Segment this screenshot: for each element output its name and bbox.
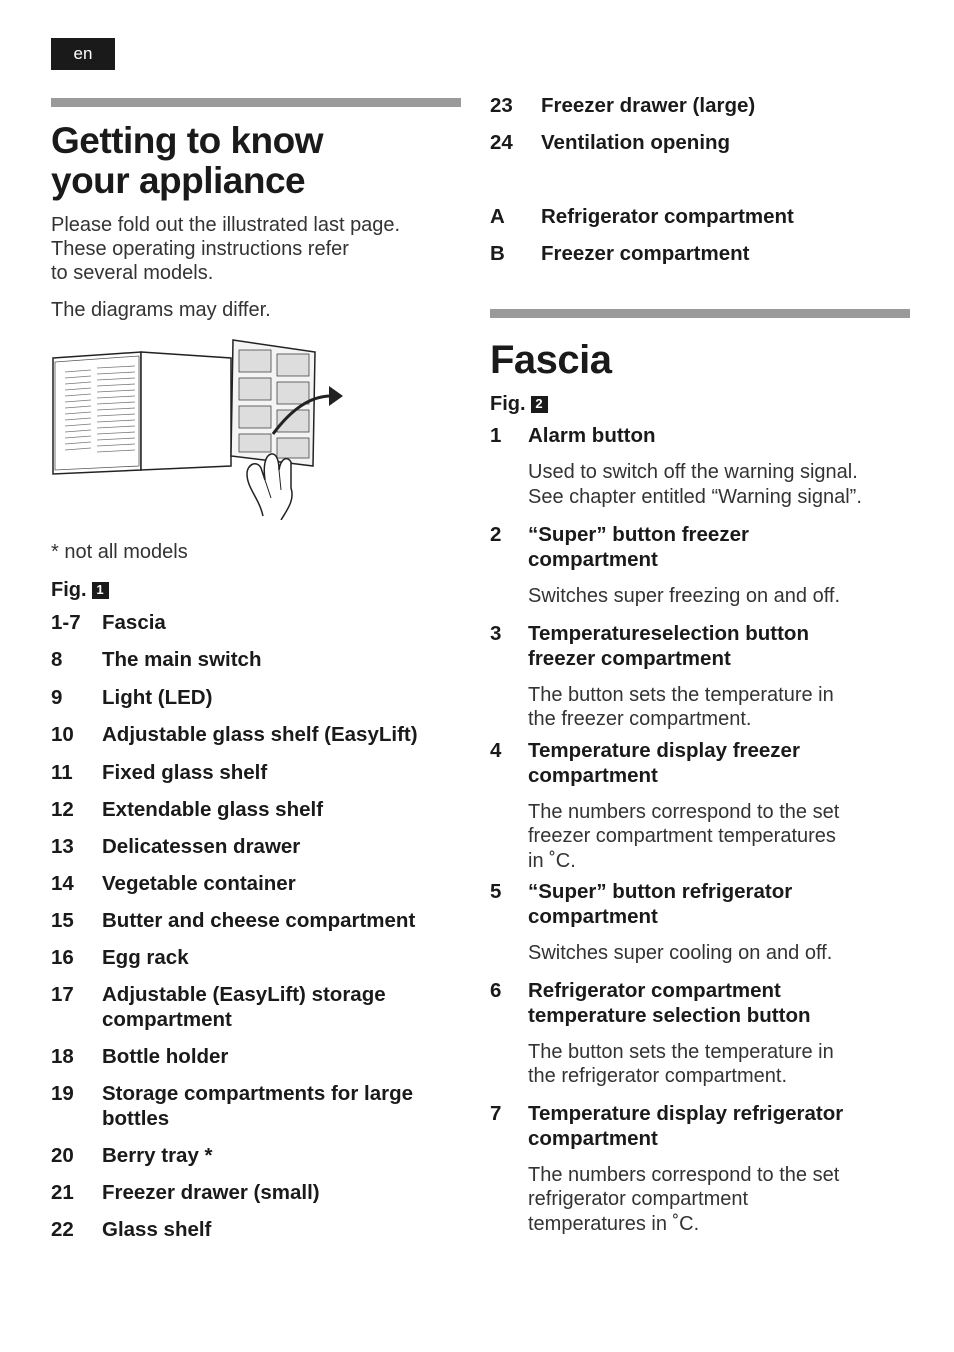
item-number: 11 [51, 761, 73, 784]
item-number: A [490, 205, 505, 228]
item-description [528, 1040, 910, 1089]
item-number: 6 [490, 978, 502, 1002]
fascia-list [490, 423, 910, 1236]
parts-list [51, 610, 461, 1242]
description-line: The numbers correspond to the set [528, 1163, 840, 1186]
item-label: Fixed glass shelf [102, 761, 268, 784]
description-line: temperatures in ˚C. [528, 1212, 700, 1235]
item-number: 2 [490, 523, 502, 546]
figure-reference [490, 392, 910, 416]
title-line: compartment [528, 1126, 658, 1150]
footnote: * not all models [51, 541, 188, 563]
item-title [490, 522, 910, 572]
description-line: The button sets the temperature in [528, 1040, 834, 1063]
title-line: Refrigerator compartment [528, 978, 781, 1002]
list-item [51, 834, 461, 859]
fig-label: Fig. [51, 579, 87, 601]
item-number: 9 [51, 686, 63, 709]
fascia-item-alarm [490, 423, 910, 509]
item-number: 23 [490, 94, 513, 117]
list-item [51, 982, 461, 1032]
item-label: Egg rack [102, 946, 189, 969]
item-number: 14 [51, 872, 74, 895]
item-number: 18 [51, 1045, 74, 1068]
item-description [528, 683, 910, 732]
list-item [51, 1180, 461, 1205]
item-label: Vegetable container [102, 872, 296, 895]
title-line: Temperature display freezer [528, 738, 800, 762]
item-number: 20 [51, 1144, 74, 1167]
list-item [490, 130, 910, 155]
item-description [528, 460, 910, 509]
list-item [490, 241, 910, 266]
fig-number-badge: 1 [92, 582, 109, 599]
description-line: Switches super cooling on and off. [528, 942, 833, 964]
item-number: 24 [490, 131, 513, 154]
list-item [51, 610, 461, 635]
intro-line: These operating instructions refer [51, 238, 349, 260]
list-item [51, 685, 461, 710]
item-number: 4 [490, 738, 502, 762]
item-label: Freezer drawer (large) [541, 94, 756, 117]
list-item [51, 1081, 461, 1131]
section-divider [490, 309, 910, 318]
intro-line: Please fold out the illustrated last page. [51, 214, 401, 236]
item-label: The main switch [102, 648, 262, 671]
list-item [51, 1044, 461, 1069]
item-label: Fascia [102, 611, 166, 634]
intro-paragraph [51, 213, 461, 285]
heading-line: your appliance [51, 160, 306, 201]
item-number: 7 [490, 1101, 502, 1125]
item-label [528, 738, 800, 788]
item-label: Adjustable glass shelf (EasyLift) [102, 723, 418, 746]
parts-list-continued [490, 93, 910, 266]
item-label: Berry tray * [102, 1144, 213, 1167]
item-label: Ventilation opening [541, 131, 731, 154]
item-label [528, 621, 809, 671]
item-number: 5 [490, 880, 502, 903]
description-line: the freezer compartment. [528, 708, 752, 730]
section-divider [51, 98, 461, 107]
item-number: 8 [51, 648, 63, 671]
item-label: Refrigerator compartment [541, 205, 794, 228]
title-line: Temperatureselection button [528, 621, 809, 645]
heading-line: Getting to know [51, 120, 324, 161]
language-tab: en [51, 38, 115, 70]
description-line: the refrigerator compartment. [528, 1065, 787, 1087]
description-line: Used to switch off the warning signal. [528, 461, 858, 483]
fascia-item-freezer-temp-display [490, 738, 910, 874]
description-line: refrigerator compartment [528, 1188, 749, 1210]
item-number: 16 [51, 946, 74, 969]
list-item [51, 1217, 461, 1242]
intro-line: to several models. [51, 262, 214, 284]
title-line: Temperature display refrigerator [528, 1101, 844, 1125]
description-line: See chapter entitled “Warning signal”. [528, 485, 862, 508]
item-label: Butter and cheese compartment [102, 909, 416, 932]
item-label: Bottle holder [102, 1045, 229, 1068]
item-label [528, 1101, 843, 1151]
section-heading-fascia: Fascia [490, 338, 612, 382]
list-item [51, 760, 461, 785]
fascia-item-refrigerator-temp-button [490, 978, 910, 1089]
fascia-item-freezer-temp-button [490, 621, 910, 732]
item-title [490, 621, 910, 671]
diagrams-note [51, 298, 461, 322]
fascia-item-super-refrigerator [490, 879, 910, 966]
fig-number-badge: 2 [531, 396, 548, 413]
item-label: Glass shelf [102, 1218, 212, 1241]
item-label [528, 522, 749, 572]
title-line: compartment [528, 905, 658, 928]
item-description [528, 800, 910, 874]
item-number: 15 [51, 909, 74, 932]
item-description [528, 584, 910, 609]
fig-label: Fig. [490, 393, 526, 415]
title-line: temperature selection button [528, 1003, 811, 1027]
title-line: “Super” button freezer [528, 523, 749, 546]
item-label: Freezer drawer (small) [102, 1181, 320, 1204]
item-title [490, 978, 910, 1028]
item-number: 12 [51, 798, 74, 821]
section-heading-getting-to-know [51, 121, 461, 201]
item-number: B [490, 242, 505, 265]
right-column [490, 93, 910, 1236]
item-number: 22 [51, 1218, 74, 1241]
item-title [490, 738, 910, 788]
description-line: freezer compartment temperatures [528, 825, 836, 847]
intro-text [51, 213, 461, 322]
item-label [528, 879, 792, 929]
left-column [51, 98, 461, 1242]
item-number: 3 [490, 621, 502, 645]
item-title [490, 1101, 910, 1151]
list-item [490, 93, 910, 118]
list-item [51, 722, 461, 747]
description-line: Switches super freezing on and off. [528, 585, 841, 607]
item-title [490, 423, 910, 448]
item-label: Extendable glass shelf [102, 798, 324, 821]
item-label: Storage compartments for large bottles [102, 1082, 413, 1130]
title-line: “Super” button refrigerator [528, 880, 793, 903]
list-item [51, 871, 461, 896]
diagrams-note-text: The diagrams may differ. [51, 299, 271, 321]
list-item [51, 647, 461, 672]
fascia-item-refrigerator-temp-display [490, 1101, 910, 1237]
item-description [528, 1163, 910, 1237]
description-line: in ˚C. [528, 849, 576, 872]
item-number: 10 [51, 723, 74, 746]
figure-reference [51, 578, 461, 602]
item-label: Alarm button [528, 424, 656, 447]
title-line: freezer compartment [528, 646, 731, 670]
item-label [528, 978, 811, 1028]
item-number: 17 [51, 983, 74, 1006]
fold-out-page-illustration [51, 338, 351, 520]
item-number: 13 [51, 835, 74, 858]
item-label: Freezer compartment [541, 242, 750, 265]
list-item [51, 945, 461, 970]
list-item [51, 1143, 461, 1168]
title-line: compartment [528, 763, 658, 787]
item-number: 1-7 [51, 611, 81, 634]
fascia-item-super-freezer [490, 522, 910, 609]
list-item [490, 204, 910, 229]
list-item [51, 797, 461, 822]
description-line: The button sets the temperature in [528, 683, 834, 706]
item-number: 19 [51, 1082, 74, 1105]
list-item [51, 908, 461, 933]
item-label: Light (LED) [102, 686, 213, 709]
item-number: 21 [51, 1181, 74, 1204]
item-number: 1 [490, 424, 502, 447]
item-title [490, 879, 910, 929]
item-label: Delicatessen drawer [102, 835, 301, 858]
item-description [528, 941, 910, 966]
title-line: compartment [528, 548, 658, 571]
item-label: Adjustable (EasyLift) storage compartment [102, 983, 386, 1031]
description-line: The numbers correspond to the set [528, 800, 840, 823]
